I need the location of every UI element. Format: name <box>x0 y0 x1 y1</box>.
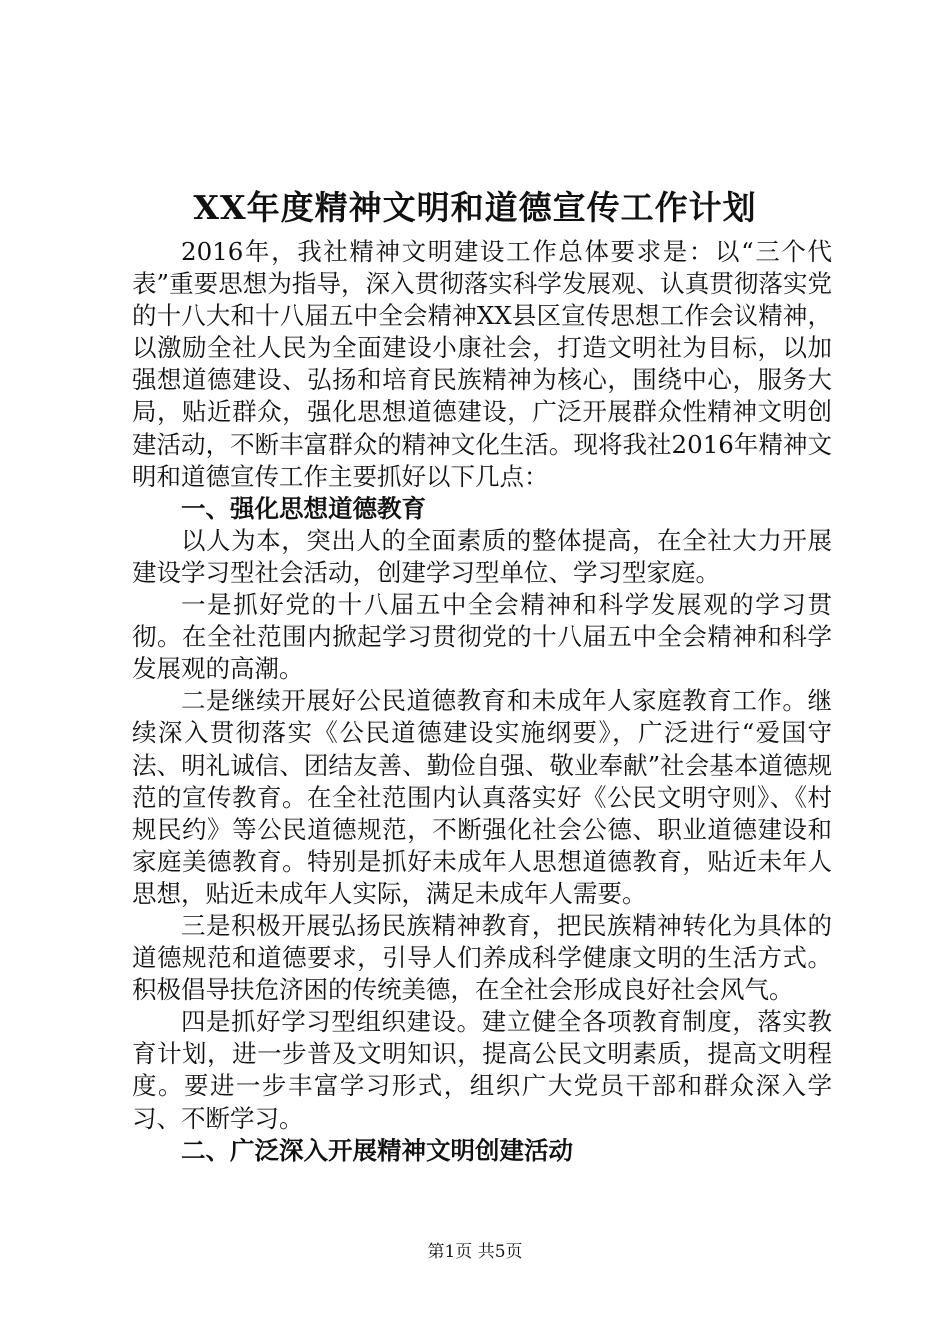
document-body <box>132 236 832 1167</box>
section-heading-2: 二、广泛深入开展精神文明创建活动 <box>181 1135 573 1165</box>
intro-paragraph: 2016年，我社精神文明建设工作总体要求是：以“三个代表”重要思想为指导，深入贯彻落实科学发展观、认真贯彻落实党的十八大和十八届五中全会精神XX县区宣传思想工作会议精神，以激励全社人民为全面建设小康社会，打造文明社为目标，以加强想道德建设、弘扬和培育民族精神为核心，围绕中心，服务大局，贴近群众，强化思想道德建设，广泛开展群众性精神文明创建活动，不断丰富群众的精神文化生活。现将我社2016年精神文明和道德宣传工作主要抓好以下几点： <box>132 237 832 491</box>
document-title: XX年度精神文明和道德宣传工作计划 <box>193 188 757 227</box>
section-heading-1: 一、强化思想道德教育 <box>181 493 426 523</box>
section1-paragraph-3: 二是继续开展好公民道德教育和未成年人家庭教育工作。继续深入贯彻落实《公民道德建设实施纲要》，广泛进行“爱国守法、明礼诚信、团结友善、勤俭自强、敬业奉献”社会基本道德规范的宣传教育。在全社范围内认真落实好《公民文明守则》、《村规民约》等公民道德规范，不断强化社会公德、职业道德建设和家庭美德教育。特别是抓好未成年人思想道德教育，贴近未年人思想，贴近未成年人实际，满足未成年人需要。 <box>132 686 832 908</box>
section1-paragraph-1: 以人为本，突出人的全面素质的整体提高，在全社大力开展建设学习型社会活动，创建学习型单位、学习型家庭。 <box>132 525 832 587</box>
section1-paragraph-5: 四是抓好学习型组织建设。建立健全各项教育制度，落实教育计划，进一步普及文明知识，提高公民文明素质，提高文明程度。要进一步丰富学习形式，组织广大党员干部和群众深入学习、不断学习。 <box>132 1007 832 1133</box>
section1-paragraph-2: 一是抓好党的十八届五中全会精神和科学发展观的学习贯彻。在全社范围内掀起学习贯彻党的十八届五中全会精神和科学发展观的高潮。 <box>132 590 832 684</box>
section1-paragraph-4: 三是积极开展弘扬民族精神教育，把民族精神转化为具体的道德规范和道德要求，引导人们养成科学健康文明的生活方式。积极倡导扶危济困的传统美德，在全社会形成良好社会风气。 <box>132 910 832 1005</box>
page-number-footer: 第1页 共5页 <box>427 1242 523 1262</box>
